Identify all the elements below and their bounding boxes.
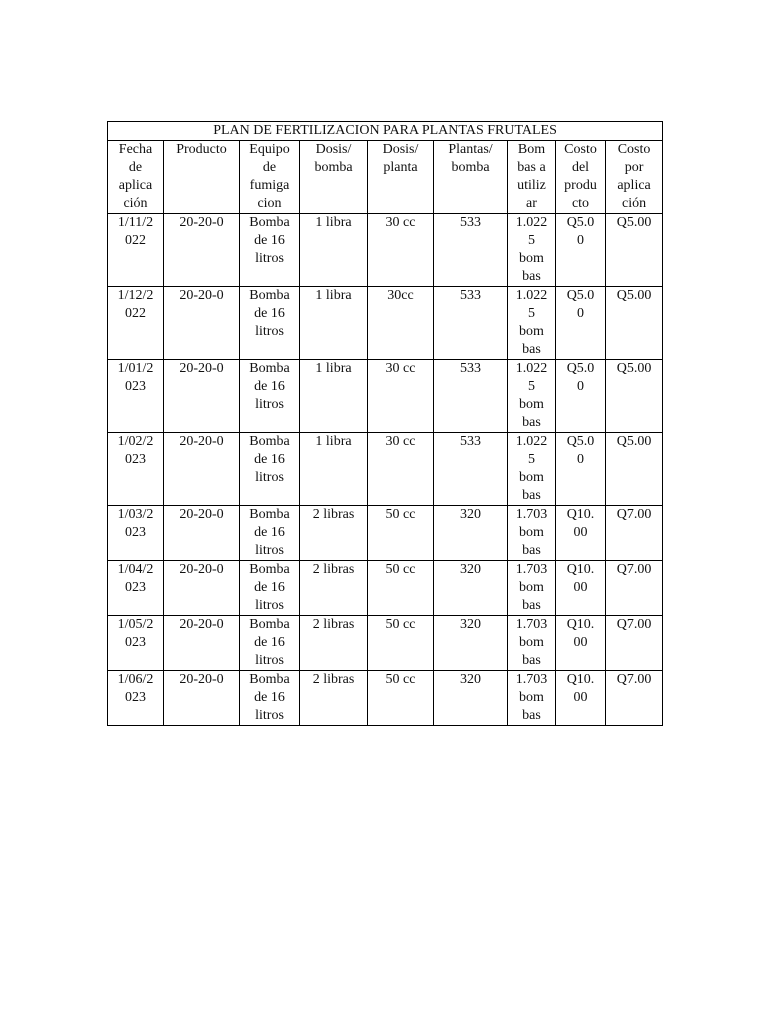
cell-bombas-utilizar: 1.022 5 bom bas bbox=[508, 360, 556, 433]
table-row bbox=[108, 433, 663, 506]
cell-costo-producto: Q10. 00 bbox=[556, 561, 606, 616]
cell-bombas-utilizar: 1.022 5 bom bas bbox=[508, 214, 556, 287]
cell-dosis-planta: 30 cc bbox=[368, 214, 434, 287]
cell-costo-producto: Q10. 00 bbox=[556, 671, 606, 726]
header-producto: Producto bbox=[164, 141, 240, 214]
cell-equipo: Bomba de 16 litros bbox=[240, 360, 300, 433]
cell-costo-producto: Q5.0 0 bbox=[556, 287, 606, 360]
table-row bbox=[108, 671, 663, 726]
cell-producto: 20-20-0 bbox=[164, 561, 240, 616]
cell-dosis-planta: 30 cc bbox=[368, 433, 434, 506]
fertilization-plan-table bbox=[107, 121, 663, 726]
cell-equipo: Bomba de 16 litros bbox=[240, 671, 300, 726]
cell-equipo: Bomba de 16 litros bbox=[240, 287, 300, 360]
cell-plantas-bomba: 320 bbox=[434, 561, 508, 616]
cell-dosis-bomba: 2 libras bbox=[300, 671, 368, 726]
cell-equipo: Bomba de 16 litros bbox=[240, 506, 300, 561]
cell-plantas-bomba: 320 bbox=[434, 506, 508, 561]
cell-costo-aplicacion: Q7.00 bbox=[606, 616, 663, 671]
cell-costo-producto: Q10. 00 bbox=[556, 616, 606, 671]
cell-equipo: Bomba de 16 litros bbox=[240, 214, 300, 287]
table-body bbox=[108, 214, 663, 726]
cell-fecha: 1/11/2 022 bbox=[108, 214, 164, 287]
table-header-row bbox=[108, 141, 663, 214]
cell-bombas-utilizar: 1.703 bom bas bbox=[508, 561, 556, 616]
cell-dosis-planta: 30cc bbox=[368, 287, 434, 360]
cell-plantas-bomba: 533 bbox=[434, 214, 508, 287]
cell-dosis-bomba: 1 libra bbox=[300, 287, 368, 360]
cell-fecha: 1/12/2 022 bbox=[108, 287, 164, 360]
cell-fecha: 1/02/2 023 bbox=[108, 433, 164, 506]
cell-plantas-bomba: 320 bbox=[434, 671, 508, 726]
cell-producto: 20-20-0 bbox=[164, 616, 240, 671]
cell-plantas-bomba: 533 bbox=[434, 360, 508, 433]
cell-plantas-bomba: 533 bbox=[434, 287, 508, 360]
cell-bombas-utilizar: 1.022 5 bom bas bbox=[508, 287, 556, 360]
cell-bombas-utilizar: 1.022 5 bom bas bbox=[508, 433, 556, 506]
cell-producto: 20-20-0 bbox=[164, 287, 240, 360]
header-plantas-bomba: Plantas/ bomba bbox=[434, 141, 508, 214]
table-row bbox=[108, 616, 663, 671]
cell-plantas-bomba: 533 bbox=[434, 433, 508, 506]
cell-fecha: 1/04/2 023 bbox=[108, 561, 164, 616]
header-fecha: Fecha de aplica ción bbox=[108, 141, 164, 214]
table-row bbox=[108, 360, 663, 433]
table-row bbox=[108, 287, 663, 360]
cell-costo-producto: Q5.0 0 bbox=[556, 214, 606, 287]
cell-producto: 20-20-0 bbox=[164, 671, 240, 726]
cell-costo-producto: Q10. 00 bbox=[556, 506, 606, 561]
header-costo-aplicacion: Costo por aplica ción bbox=[606, 141, 663, 214]
cell-costo-aplicacion: Q7.00 bbox=[606, 671, 663, 726]
cell-dosis-bomba: 2 libras bbox=[300, 506, 368, 561]
cell-producto: 20-20-0 bbox=[164, 433, 240, 506]
cell-bombas-utilizar: 1.703 bom bas bbox=[508, 671, 556, 726]
header-bombas-utilizar: Bom bas a utiliz ar bbox=[508, 141, 556, 214]
cell-fecha: 1/03/2 023 bbox=[108, 506, 164, 561]
cell-costo-aplicacion: Q5.00 bbox=[606, 433, 663, 506]
cell-costo-producto: Q5.0 0 bbox=[556, 360, 606, 433]
cell-dosis-bomba: 2 libras bbox=[300, 561, 368, 616]
cell-equipo: Bomba de 16 litros bbox=[240, 561, 300, 616]
cell-fecha: 1/05/2 023 bbox=[108, 616, 164, 671]
cell-producto: 20-20-0 bbox=[164, 506, 240, 561]
table-row bbox=[108, 214, 663, 287]
cell-bombas-utilizar: 1.703 bom bas bbox=[508, 616, 556, 671]
cell-fecha: 1/01/2 023 bbox=[108, 360, 164, 433]
cell-dosis-planta: 50 cc bbox=[368, 506, 434, 561]
header-dosis-planta: Dosis/ planta bbox=[368, 141, 434, 214]
cell-costo-aplicacion: Q7.00 bbox=[606, 506, 663, 561]
cell-costo-aplicacion: Q7.00 bbox=[606, 561, 663, 616]
cell-dosis-bomba: 1 libra bbox=[300, 360, 368, 433]
cell-dosis-bomba: 2 libras bbox=[300, 616, 368, 671]
table-row bbox=[108, 561, 663, 616]
cell-plantas-bomba: 320 bbox=[434, 616, 508, 671]
cell-dosis-planta: 50 cc bbox=[368, 616, 434, 671]
cell-bombas-utilizar: 1.703 bom bas bbox=[508, 506, 556, 561]
cell-dosis-planta: 50 cc bbox=[368, 561, 434, 616]
cell-equipo: Bomba de 16 litros bbox=[240, 616, 300, 671]
table-row bbox=[108, 506, 663, 561]
table-title: PLAN DE FERTILIZACION PARA PLANTAS FRUTALES bbox=[108, 122, 663, 141]
cell-costo-aplicacion: Q5.00 bbox=[606, 287, 663, 360]
cell-dosis-bomba: 1 libra bbox=[300, 214, 368, 287]
header-costo-producto: Costo del produ cto bbox=[556, 141, 606, 214]
header-equipo: Equipo de fumiga cion bbox=[240, 141, 300, 214]
cell-producto: 20-20-0 bbox=[164, 360, 240, 433]
cell-dosis-bomba: 1 libra bbox=[300, 433, 368, 506]
cell-producto: 20-20-0 bbox=[164, 214, 240, 287]
cell-equipo: Bomba de 16 litros bbox=[240, 433, 300, 506]
cell-costo-aplicacion: Q5.00 bbox=[606, 214, 663, 287]
cell-costo-producto: Q5.0 0 bbox=[556, 433, 606, 506]
cell-fecha: 1/06/2 023 bbox=[108, 671, 164, 726]
header-dosis-bomba: Dosis/ bomba bbox=[300, 141, 368, 214]
cell-dosis-planta: 50 cc bbox=[368, 671, 434, 726]
cell-costo-aplicacion: Q5.00 bbox=[606, 360, 663, 433]
cell-dosis-planta: 30 cc bbox=[368, 360, 434, 433]
